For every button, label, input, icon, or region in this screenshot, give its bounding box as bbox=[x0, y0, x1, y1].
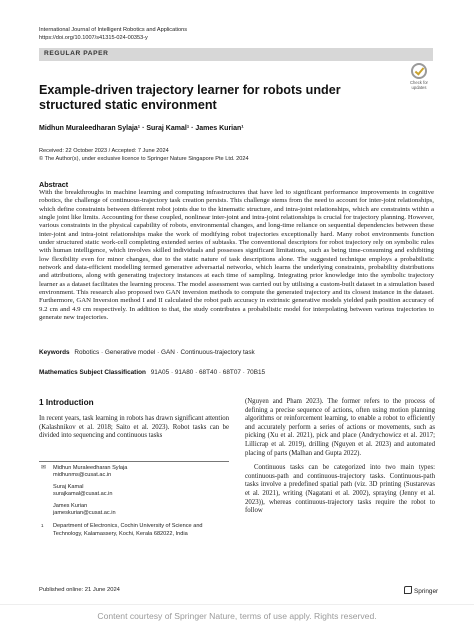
keywords-label: Keywords bbox=[39, 349, 70, 356]
author-2-name: Suraj Kamal bbox=[53, 483, 84, 490]
springer-horse-icon bbox=[404, 586, 412, 594]
abstract-heading: Abstract bbox=[39, 180, 69, 189]
received-accepted: Received: 22 October 2023 / Accepted: 7 June 2024 bbox=[39, 148, 169, 154]
check-updates-badge[interactable] bbox=[405, 63, 433, 90]
keywords-text: Robotics · Generative model · GAN · Continuous-trajectory task bbox=[74, 349, 255, 356]
published-online: Published online: 21 June 2024 bbox=[39, 587, 120, 593]
msc-label: Mathematics Subject Classification bbox=[39, 369, 146, 376]
author-2-email[interactable]: surajkamal@cusat.ac.in bbox=[53, 491, 113, 498]
author-1-name: Midhun Muraleedharan Sylaja bbox=[53, 465, 128, 471]
article-type-banner bbox=[39, 48, 433, 61]
affiliations bbox=[39, 465, 229, 538]
affiliation-number: 1 bbox=[41, 523, 44, 529]
publication-dates bbox=[39, 147, 249, 163]
journal-header bbox=[39, 26, 187, 42]
author-1-email[interactable]: midhunms@cusat.ac.in bbox=[53, 472, 112, 479]
author-3-email[interactable]: jameskurian@cusat.ac.in bbox=[53, 510, 116, 517]
intro-column-1: In recent years, task learning in robots has drawn significant attention (Kalashnikov et al. 2018; Saito et al. 2023). Robot tasks can be divided into sequencing and continuous tasks bbox=[39, 415, 229, 440]
crossmark-icon bbox=[411, 63, 427, 79]
paper-title: Example-driven trajectory learner for robots under structured static environment bbox=[39, 83, 341, 112]
intro-column-2 bbox=[245, 398, 435, 522]
intro-heading: 1 Introduction bbox=[39, 398, 94, 407]
doi-link[interactable]: https://doi.org/10.1007/s41315-024-00353-y bbox=[39, 35, 148, 41]
department-text: Department of Electronics, Cochin University of Science and Technology, Kalamassery, Kochi, Kerala 682022, India bbox=[53, 523, 203, 537]
copyright-line: © The Author(s), under exclusive licence to Springer Nature Singapore Pte Ltd. 2024 bbox=[39, 156, 249, 162]
msc-classification bbox=[39, 369, 265, 376]
springer-logo bbox=[404, 586, 438, 595]
envelope-icon: ✉ bbox=[41, 465, 47, 471]
courtesy-divider bbox=[0, 604, 474, 605]
author-3-name: James Kurian bbox=[53, 502, 88, 509]
author-2-contact bbox=[53, 484, 229, 499]
keywords bbox=[39, 349, 255, 356]
msc-text: 91A05 · 91A80 · 68T40 · 68T07 · 70B15 bbox=[150, 369, 266, 376]
intro-paragraph-2: Continuous tasks can be categorized into two main types: continuous-path and continuous-trajectory tasks. Continuous-path tasks involve a predefined spatial path (viz. 3D printing (Sustarevas et al. 2021), writing (Nagatani et al. 2002), spraying (Jenny et al. 2023)), whereas continuous-trajectory tasks require the robot to follow bbox=[245, 464, 435, 515]
author-3-contact bbox=[53, 503, 229, 518]
footnote-divider bbox=[39, 461, 229, 462]
springer-label: Springer bbox=[414, 588, 439, 595]
journal-name: International Journal of Intelligent Robotics and Applications bbox=[39, 27, 188, 33]
courtesy-notice: Content courtesy of Springer Nature, terms of use apply. Rights reserved. bbox=[97, 611, 377, 621]
author-1-contact bbox=[53, 465, 229, 480]
intro-paragraph-1: (Nguyen and Pham 2023). The former refers to the process of defining a precise sequence of actions, often using motion planning algorithms or reinforcement learning, to enable a robot to efficiently and accurately perform a series of actions or movements, such as picking (Xu et al. 2021), pick and place (Andrychowicz et al. 2017; Lillicrap et al. 2019), drilling (Nguyen et al. 2023) and automated placing of parts (Malhan and Gupta 2022). bbox=[245, 398, 435, 457]
check-updates-label: Check for updates bbox=[410, 80, 428, 90]
author-list: Midhun Muraleedharan Sylaja¹ · Suraj Kamal¹ · James Kurian¹ bbox=[39, 125, 244, 132]
abstract-text: With the breakthroughs in machine learning and computing infrastructures that have led to significant performance improvements in cognitive robotics, the challenge of continuous-trajectory task creation persists. This challenge stems from the need to account for inter-joint relationships, which define constraints between different robot joints due to the kinematic structure, and intra-joint relationships, which are constraints within a single joint like limits. Accounting for these coupled, nonlinear inter-joint and intra-joint relationships is crucial for trajectory planning. However, various constraints in the physical capability of robots, environmental changes, and long-time reliance on sequential dependencies between these inter-joint and intra-joint relationships make the work of modifying robot trajectories exceptionally hard. Many robot environments function under structured static work-cell completing extended series of subtasks. The conventional descriptors for robot trajectory rely on symbolic rules with human intelligence, which involves skilled individuals and possesses significant limitations, such as being time-consuming and exhibiting low flexibility even for minor changes, due to the static nature of task descriptions alone. The suggested technique employs a probabilistic network and data-efficient modelling termed generative adversarial networks, which learns the underlying constraints, probability distributions and attributions, along with generating trajectory instances at each time of sampling. Integrating prior knowledge into the symbolic trajectory learner as a dataset facilitates the learning process. The model assessment was carried out by utilising a custom-built dataset in a simulation based environment. This research also proposed two GAN inversion methods to compute the generated trajectory and its closest instance in the dataset. Furthermore, GAN Inversion method I and II calculated the robot path accuracy in extrinsic generative models yielded path position accuracy of 9.2 cm and 4.9 cm respectively. In addition to that, the study contributes a probabilistic model for interpolating between various trajectories to generate new trajectories. bbox=[39, 189, 434, 322]
department-affiliation bbox=[41, 523, 229, 538]
article-type-label: REGULAR PAPER bbox=[44, 50, 109, 57]
